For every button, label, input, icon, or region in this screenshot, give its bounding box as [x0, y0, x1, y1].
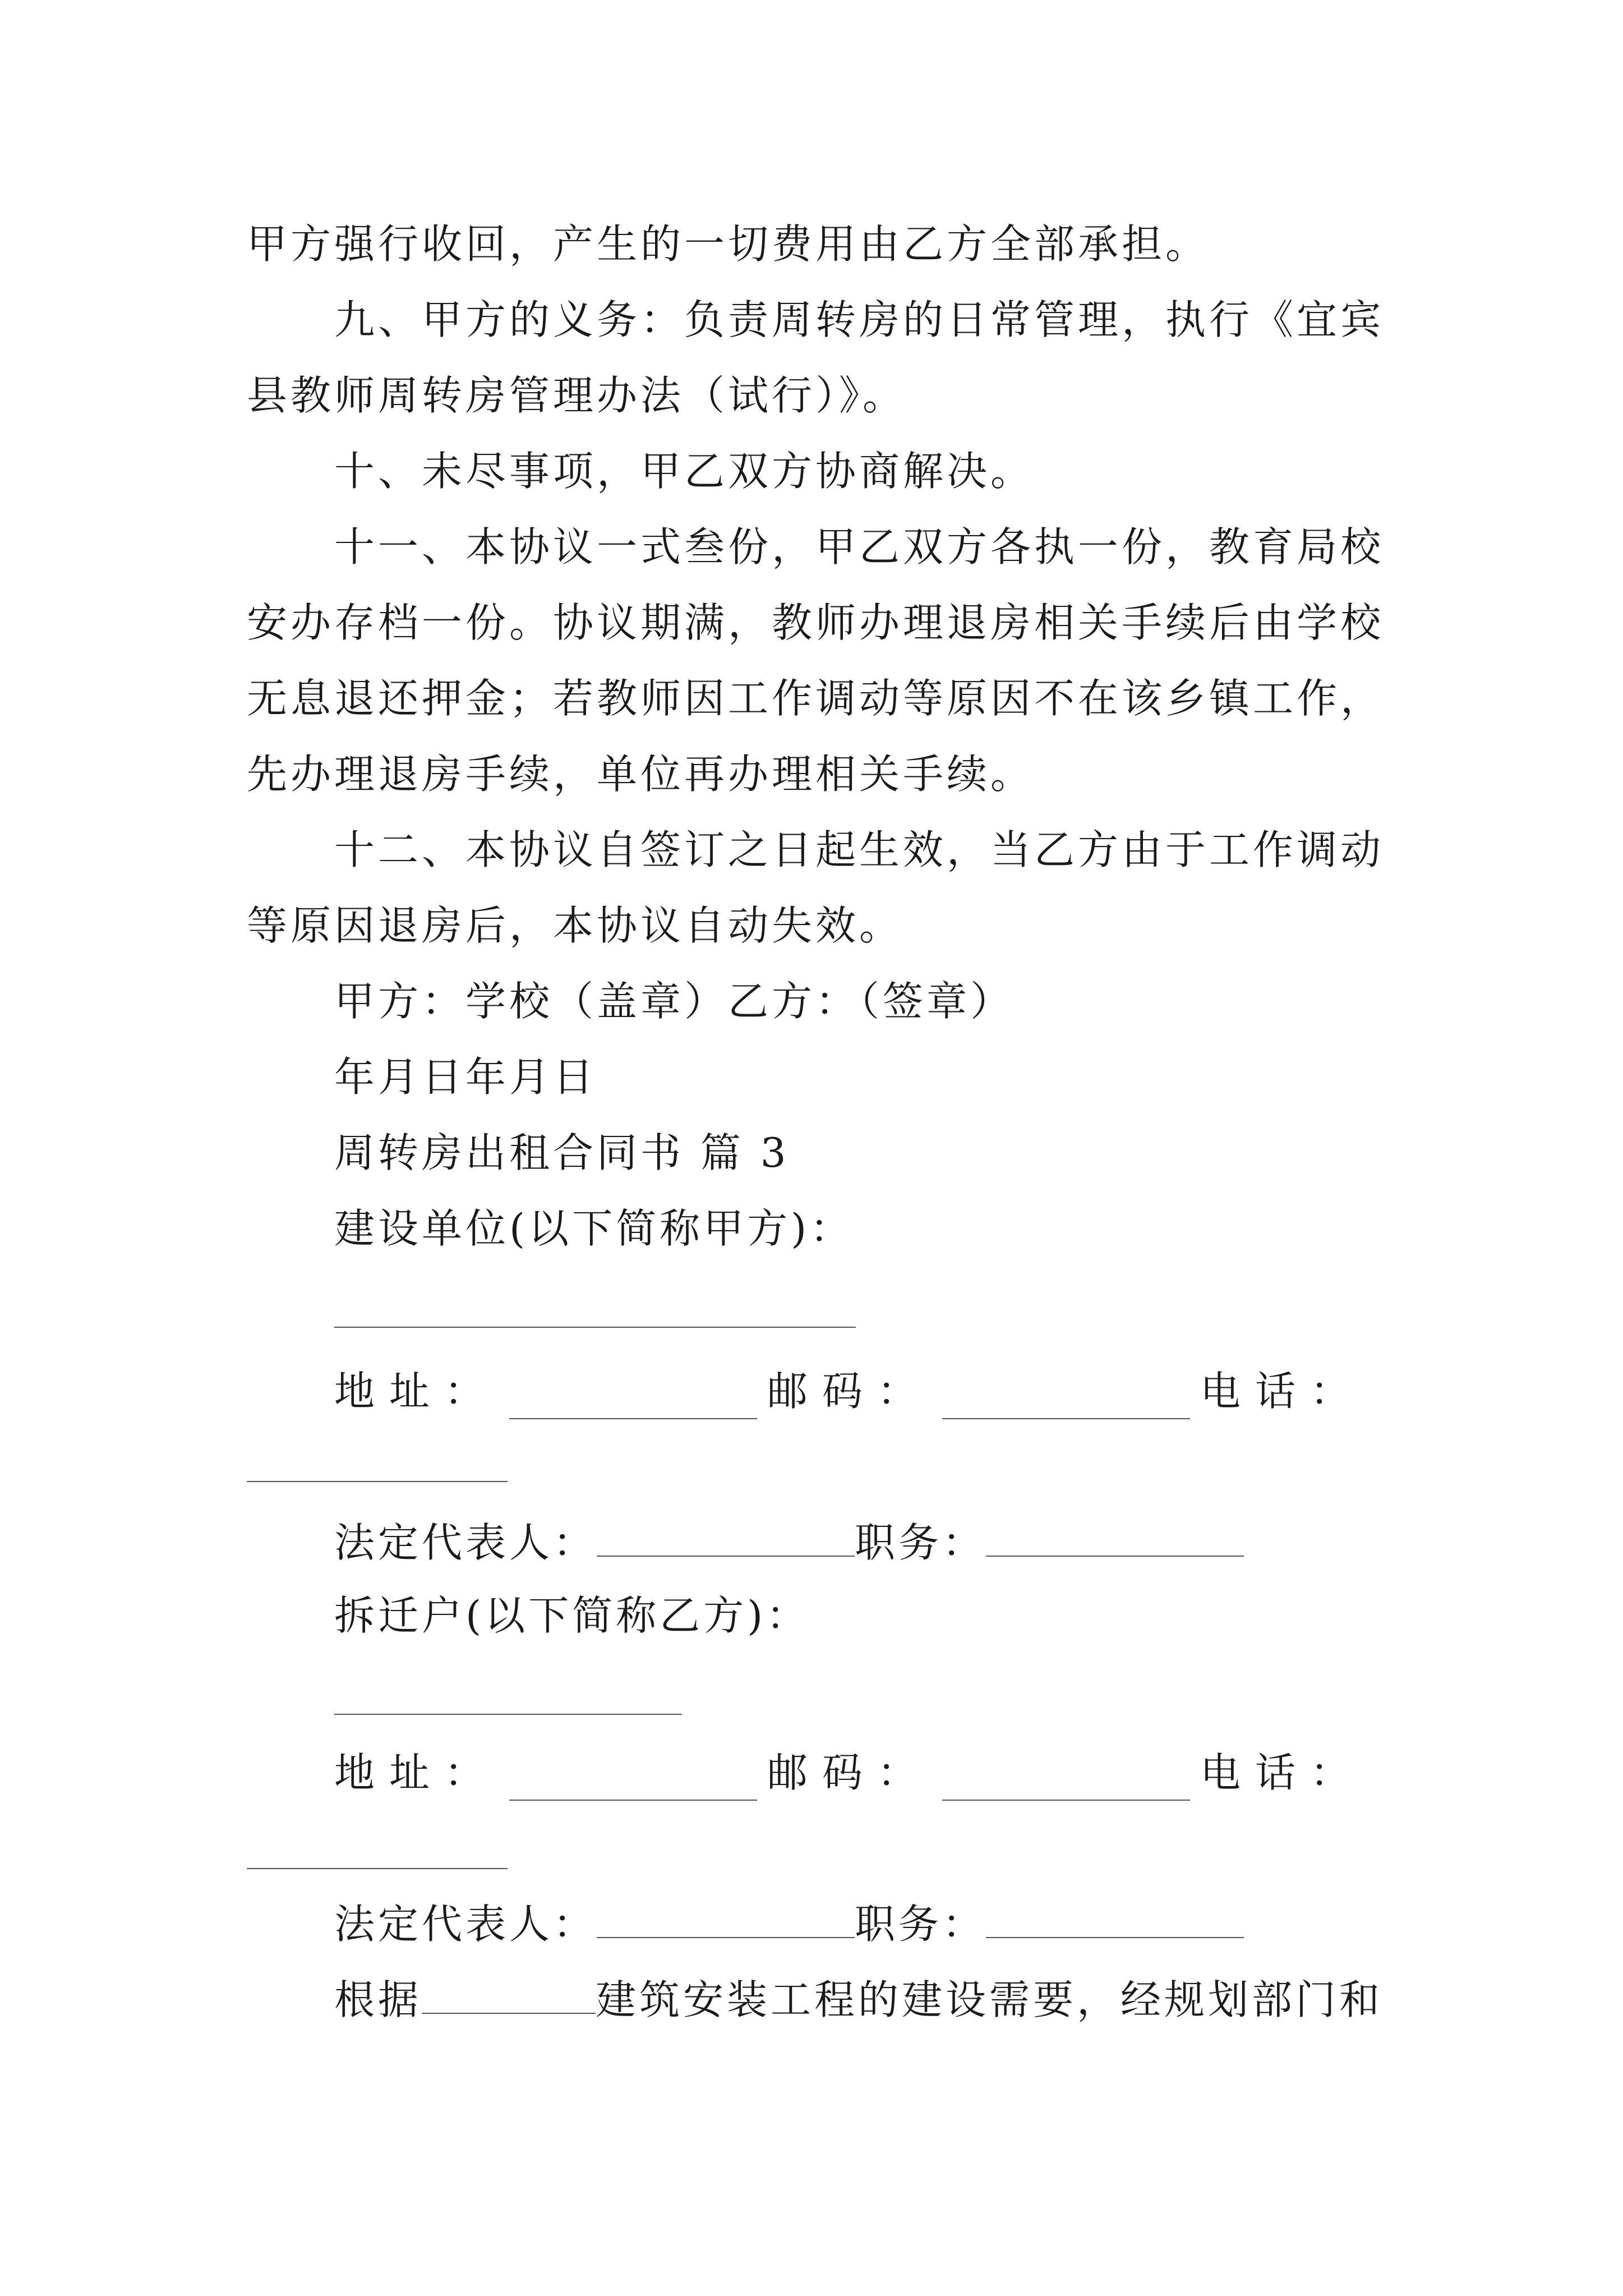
party-b-contact-row — [334, 1745, 1365, 1801]
paragraph-line: 十一、本协议一式叁份，甲乙双方各执一份，教育局校 — [334, 523, 1385, 570]
paragraph-line: 无息退还押金；若教师因工作调动等原因不在该乡镇工作， — [247, 675, 1385, 722]
party-a-name-blank — [334, 1327, 856, 1328]
phone-label: 电话： — [1200, 1368, 1365, 1415]
phone-label: 电话： — [1200, 1749, 1365, 1796]
paragraph-line: 县教师周转房管理办法（试行）》。 — [247, 372, 907, 419]
address-label: 地址： — [334, 1368, 500, 1415]
position-blank — [986, 1903, 1244, 1938]
party-b-label: 拆迁户(以下简称乙方)： — [334, 1592, 810, 1639]
paragraph-line: 十、未尽事项，甲乙双方协商解决。 — [334, 448, 1035, 495]
position-label: 职务： — [855, 1519, 986, 1566]
closing-suffix: 建筑安装工程的建设需要，经规划部门和 — [596, 1976, 1384, 2023]
legal-rep-blank — [597, 1903, 855, 1938]
paragraph-line: 等原因退房后，本协议自动失效。 — [247, 902, 903, 949]
signature-line: 甲方：学校（盖章）乙方：（签章） — [334, 978, 1015, 1025]
party-b-name-blank — [334, 1714, 682, 1715]
postcode-blank — [942, 1384, 1190, 1419]
paragraph-line: 九、甲方的义务：负责周转房的日常管理，执行《宜宾 — [334, 296, 1385, 343]
paragraph-line: 先办理退房手续，单位再办理相关手续。 — [247, 751, 1035, 798]
address-blank — [509, 1766, 757, 1801]
phone-blank — [247, 1868, 508, 1869]
closing-paragraph-line — [334, 1972, 1383, 2028]
party-a-rep-row — [334, 1515, 1244, 1571]
position-blank — [986, 1522, 1244, 1557]
postcode-label: 邮码： — [767, 1368, 932, 1415]
closing-prefix: 根据 — [334, 1976, 422, 2023]
postcode-blank — [942, 1766, 1190, 1801]
paragraph-line: 十二、本协议自签订之日起生效，当乙方由于工作调动 — [334, 826, 1385, 873]
position-label: 职务： — [855, 1901, 986, 1948]
party-a-label: 建设单位(以下简称甲方)： — [334, 1205, 854, 1252]
postcode-label: 邮码： — [767, 1749, 932, 1796]
party-b-rep-row — [334, 1896, 1244, 1952]
address-label: 地址： — [334, 1749, 500, 1796]
legal-rep-blank — [597, 1522, 855, 1557]
paragraph-line: 甲方强行收回，产生的一切费用由乙方全部承担。 — [247, 220, 1210, 268]
legal-rep-label: 法定代表人： — [334, 1901, 597, 1948]
address-blank — [509, 1384, 757, 1419]
section-title: 周转房出租合同书 篇 3 — [334, 1129, 790, 1176]
project-name-blank — [422, 1979, 596, 2014]
date-line: 年月日年月日 — [334, 1053, 597, 1101]
phone-blank — [247, 1481, 508, 1482]
party-a-contact-row — [334, 1363, 1365, 1419]
paragraph-line: 安办存档一份。协议期满，教师办理退房相关手续后由学校 — [247, 599, 1385, 646]
legal-rep-label: 法定代表人： — [334, 1519, 597, 1566]
